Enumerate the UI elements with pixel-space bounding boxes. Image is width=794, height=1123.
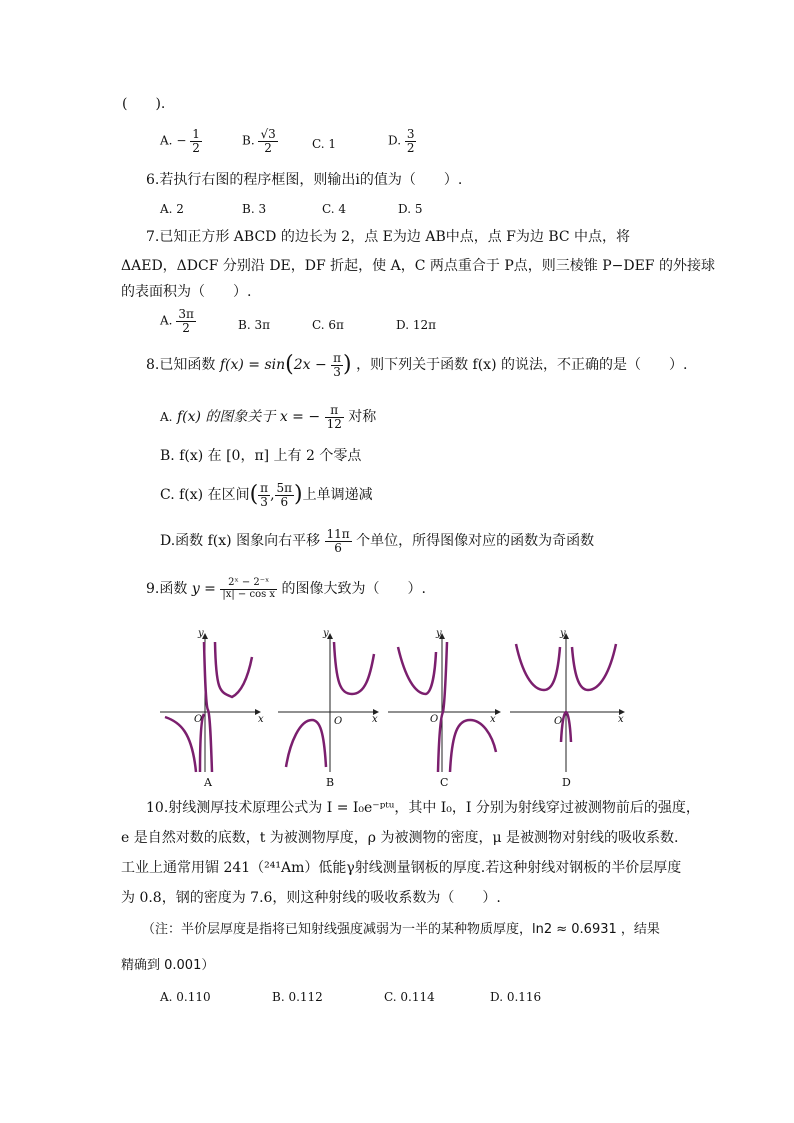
graph-c-caption[interactable]: C (440, 776, 449, 789)
q7-stem-line3: 的表面积为（ ）. (121, 284, 252, 300)
q7-option-a[interactable] (160, 308, 196, 334)
q7-option-d[interactable]: D. 12π (396, 318, 436, 332)
graph-b-origin: O (334, 716, 343, 727)
q5-option-d-fraction: $\frac{3}{2}$ (406, 127, 415, 155)
q7-option-a-label: A. (160, 313, 173, 328)
q5-option-c[interactable] (312, 137, 336, 151)
q10-stem-line2: e 是自然对数的底数，t 为被测物厚度，ρ 为被测物的密度，μ 是被测物对射线的吸收系数. (121, 830, 679, 846)
q5-option-d-label: D. (388, 133, 402, 148)
q10-stem-line4: 为 0.8，钢的密度为 7.6，则这种射线的吸收系数为（ ）. (121, 890, 501, 906)
q5-option-a-fraction: $\frac{1}{2}$ (192, 127, 200, 155)
graph-a-origin: O (194, 714, 203, 725)
q5-option-c-label: C. (312, 137, 325, 151)
q8-stem: 8.已知函数 f(x) = sin(2x − $\frac{\pi}{3}$ ) ，则下列关于函数 f(x) 的说法，不正确的是（ ）. (146, 351, 688, 379)
q10-option-a[interactable]: A. 0.110 (160, 990, 211, 1004)
graph-d-x-label: x (618, 714, 624, 725)
q6-option-b[interactable]: B. 3 (242, 202, 267, 216)
q7-option-c[interactable]: C. 6π (312, 318, 344, 332)
q8-option-b[interactable]: B. f(x) 在 [0，π] 上有 2 个零点 (160, 448, 362, 464)
graph-a-x-label: x (258, 714, 264, 725)
graph-d-origin: O (554, 716, 563, 727)
q6-option-d[interactable]: D. 5 (398, 202, 423, 216)
prev-question-bracket: ( ). (122, 96, 166, 112)
q5-option-b-fraction: $\frac{√3}{2}$ (260, 127, 276, 155)
graph-c-y-label: y (436, 628, 442, 639)
q7-option-b[interactable]: B. 3π (238, 318, 270, 332)
q10-note-line1: （注：半价层厚度是指将已知射线强度减弱为一半的某种物质厚度，ln2 ≈ 0.6931 ，结果 (142, 922, 660, 937)
graph-a (160, 634, 260, 772)
q10-note-line2: 精确到 0.001） (121, 958, 215, 973)
q10-option-c[interactable]: C. 0.114 (384, 990, 435, 1004)
graph-b-y-label: y (323, 628, 329, 639)
graph-d-caption[interactable]: D (562, 776, 571, 789)
q9-stem: 9.函数 y = $\frac{\text{2ˣ − 2⁻ˣ}}{\text{|x| − cos x}}$ 的图像大致为（ ）. (146, 577, 426, 600)
graph-c (388, 634, 500, 772)
q5-option-a-label: A. (160, 133, 173, 148)
graph-a-caption[interactable]: A (204, 776, 212, 789)
graph-c-origin: O (430, 714, 439, 725)
q10-option-b[interactable]: B. 0.112 (272, 990, 323, 1004)
graph-d (510, 634, 624, 772)
q5-option-d[interactable] (388, 128, 416, 154)
q6-option-a[interactable]: A. 2 (160, 202, 184, 216)
q5-option-a-sign: − (176, 133, 187, 148)
q7-stem-line2: ΔAED，ΔDCF 分别沿 DE，DF 折起，使 A，C 两点重合于 P点，则三棱锥 P−DEF 的外接球 (121, 258, 715, 274)
q5-option-a[interactable] (160, 128, 202, 154)
q10-stem-line1: 10.射线测厚技术原理公式为 I = I₀e⁻ᵖᵗᵘ，其中 I₀，I 分别为射线穿过被测物前后的强度， (146, 800, 700, 816)
graph-c-x-label: x (490, 714, 496, 725)
q8-option-d[interactable]: D.函数 f(x) 图象向右平移 $\frac{11\pi}{6}$ 个单位，所得图像对应的函数为奇函数 (160, 527, 595, 555)
graph-b-caption[interactable]: B (326, 776, 335, 789)
q7-stem-line1: 7.已知正方形 ABCD 的边长为 2，点 E为边 AB中点，点 F为边 BC 中点，将 (146, 229, 631, 245)
q8-option-a[interactable]: A. f(x) 的图象关于 x = − $\frac{\pi}{12}$ 对称 (160, 403, 377, 431)
q9-graphs (160, 622, 640, 792)
graph-b-x-label: x (372, 714, 378, 725)
q10-stem-line3: 工业上通常用镅 241（²⁴¹Am）低能γ射线测量钢板的厚度.若这种射线对钢板的半价层厚度 (121, 860, 682, 876)
q7-option-a-fraction: $\frac{3\pi}{2}$ (178, 307, 194, 335)
q5-option-b-label: B. (242, 133, 255, 148)
q6-stem: 6.若执行右图的程序框图，则输出i的值为（ ）. (146, 172, 463, 188)
q6-option-c[interactable]: C. 4 (322, 202, 347, 216)
q5-option-c-value: 1 (328, 137, 337, 151)
q8-option-c[interactable]: C. f(x) 在区间( $\frac{\pi}{3}$ , $\frac{5\pi}{6}$ )上单调递减 (160, 481, 373, 509)
graph-b (278, 634, 378, 772)
q10-option-d[interactable]: D. 0.116 (490, 990, 542, 1004)
graph-a-y-label: y (198, 628, 204, 639)
graph-d-y-label: y (560, 628, 566, 639)
q5-option-b[interactable] (242, 128, 278, 154)
